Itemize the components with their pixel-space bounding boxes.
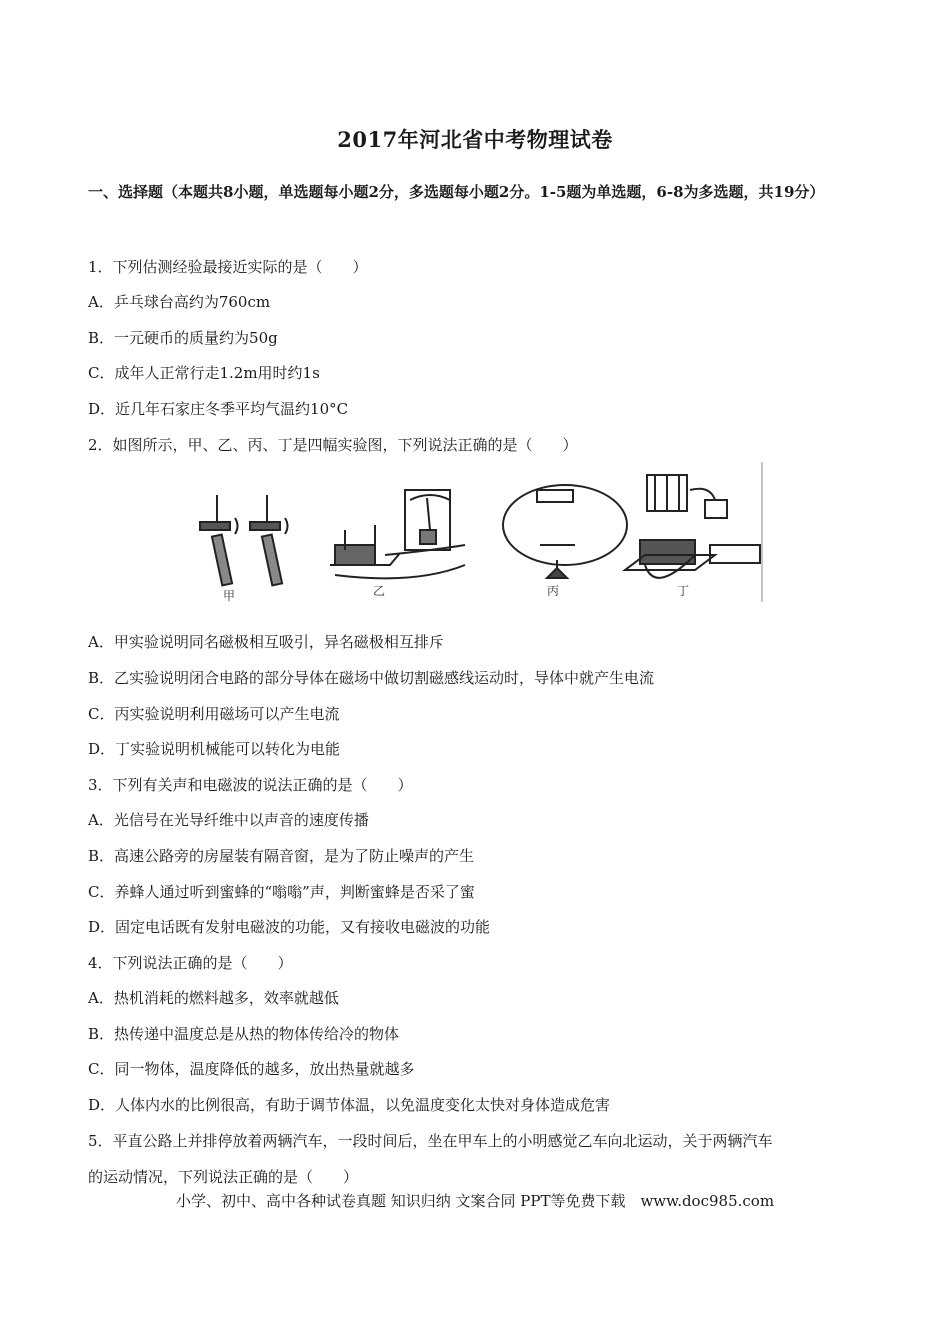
question-4-option-d: D．人体内水的比例很高，有助于调节体温，以免温度变化太快对身体造成危害 — [88, 1096, 611, 1114]
question-3-option-d: D．固定电话既有发射电磁波的功能，又有接收电磁波的功能 — [88, 918, 491, 936]
section-heading: 一、选择题（本题共8小题，单选题每小题2分，多选题每小题2分。1-5题为单选题，6-8为多选题，共19分） — [88, 183, 825, 201]
question-2-option-d: D．丁实验说明机械能可以转化为电能 — [88, 740, 341, 758]
question-5-stem-line-1: 5．平直公路上并排停放着两辆汽车，一段时间后，坐在甲车上的小明感觉乙车向北运动，关于两辆汽车 — [88, 1132, 773, 1150]
figure-label-ding: 丁 — [677, 584, 690, 598]
question-4-option-a: A．热机消耗的燃料越多，效率就越低 — [88, 989, 339, 1007]
question-5-stem-line-2: 的运动情况，下列说法正确的是（ ） — [88, 1168, 359, 1186]
figure-label-yi: 乙 — [373, 584, 386, 598]
question-1-option-c: C．成年人正常行走1.2m用时约1s — [88, 364, 320, 382]
question-4-option-b: B．热传递中温度总是从热的物体传给冷的物体 — [88, 1025, 400, 1043]
question-4-stem: 4．下列说法正确的是（ ） — [88, 954, 293, 972]
question-3-stem: 3．下列有关声和电磁波的说法正确的是（ ） — [88, 776, 413, 794]
question-4-option-c: C．同一物体，温度降低的越多，放出热量就越多 — [88, 1060, 415, 1078]
question-1-option-d: D．近几年石家庄冬季平均气温约10°C — [88, 400, 349, 418]
experiment-figure — [185, 460, 765, 605]
figure-jia-magnets — [200, 495, 288, 585]
question-3-option-c: C．养蜂人通过听到蜜蜂的“嗡嗡”声，判断蜜蜂是否采了蜜 — [88, 883, 475, 901]
figure-label-bing: 丙 — [547, 584, 560, 598]
question-1-option-b: B．一元硬币的质量约为50g — [88, 329, 278, 347]
figure-bing-compass — [503, 485, 627, 578]
question-3-option-b: B．高速公路旁的房屋装有隔音窗，是为了防止噪声的产生 — [88, 847, 475, 865]
page-title: 2017年河北省中考物理试卷 — [337, 127, 613, 152]
question-2-option-a: A．甲实验说明同名磁极相互吸引，异名磁极相互排斥 — [88, 633, 444, 651]
figure-ding-electromagnet — [625, 475, 760, 578]
figure-label-jia: 甲 — [223, 589, 236, 603]
figure-yi-galvanometer — [330, 490, 465, 578]
page-footer: 小学、初中、高中各种试卷真题 知识归纳 文案合同 PPT等免费下载 www.doc985.com — [175, 1192, 775, 1210]
question-1-option-a: A．乒乓球台高约为760cm — [88, 293, 271, 311]
question-2-option-c: C．丙实验说明利用磁场可以产生电流 — [88, 705, 340, 723]
question-1-stem: 1．下列估测经验最接近实际的是（ ） — [88, 258, 368, 276]
question-2-option-b: B．乙实验说明闭合电路的部分导体在磁场中做切割磁感线运动时，导体中就产生电流 — [88, 669, 655, 687]
question-2-stem: 2．如图所示，甲、乙、丙、丁是四幅实验图，下列说法正确的是（ ） — [88, 436, 578, 454]
question-3-option-a: A．光信号在光导纤维中以声音的速度传播 — [88, 811, 369, 829]
